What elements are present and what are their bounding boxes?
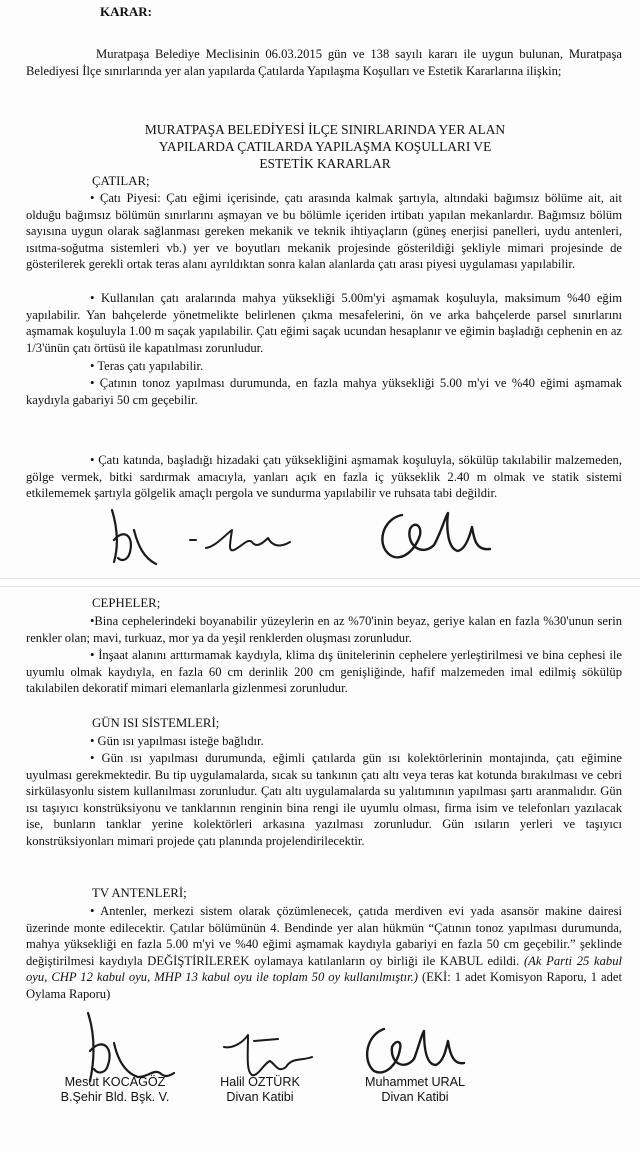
section-heading-cepheler: CEPHELER; [92,596,161,610]
tv-paragraph-text: • Antenler, merkezi sistem olarak çözümlenecek, çatıda merdiven evi yada asansör makine dairesi üzerinde monte edilecektir. Çatılar bölümünün 4. Bendinde yer alan hükmün “Çatının tonoz yapılması durumunda, mahya yüksekliği en fazla 5.00 m'yi ve %40 eğimi aşmamak kaydıyla gabariyi en fazla 50 cm geçebilir.” şeklinde değiştirilmesi kaydıyla DEĞİŞTİRİLEREK oylamaya katılanların oy birliği ile KABUL edildi. [26,904,622,968]
signer-name: Muhammet URAL [364,1075,466,1089]
catilar-paragraph-3: • Teras çatı yapılabilir. [90,359,204,373]
signature-mark [356,1021,466,1081]
signer-role: Divan Katibi [381,1090,449,1104]
signer-name: Halil ÖZTÜRK [220,1075,300,1089]
section-heading-catilar: ÇATILAR; [92,174,150,188]
document-title [40,122,610,172]
signer-role: B.Şehir Bld. Bşk. V. [60,1090,170,1104]
section-heading-gunisi: GÜN ISI SİSTEMLERİ; [92,716,220,730]
tv-paragraph [26,903,622,1003]
catilar-paragraph-1: • Çatı Piyesi: Çatı eğimi içerisinde, çatı arasında kalmak şartıyla, altındaki bağımsız bölüme ait, ait olduğu bağımsız bölümün sınırlarını aşmayan ve bu bölümle içeriden irtibatı yapılan mekanlardır. Bağımsız bölüm sayısına uygun olarak sağlanması gereken mekanik ve teknik ihtiyaçların (güneş enerjisi panelleri, uydu antenleri, ısıtma-soğutma sistemleri vb.) yer ve boyutları mekanik projesinde gösterildiği şekliyle mimari projesinde de gösterilerek gerekli ortak teras alanı ayrıldıktan sonra kalan alanlarda çatı arası piyesi uygulaması yapılabilir. [26,191,622,272]
section-heading-tv: TV ANTENLERİ; [92,886,187,900]
catilar-paragraph-2: • Kullanılan çatı aralarında mahya yüksekliği 5.00m'yi aşmamak koşuluyla, maksimum %40 eğim yapılabilir. Yan bahçelerde yönetmelikte belirlenen çıkma mesafelerini, ön ve arka bahçelerde parsel sınırlarını aşmamak koşuluyla 1.00 m saçak yapılabilir. Çatı eğimi saçak ucundan hesaplanır ve eğimin başladığı cephenin en az 1/3'ünün çatı örtüsü ile kapatılması zorunludur. [26,291,622,355]
decision-heading: KARAR: [100,4,152,19]
intro-paragraph: Muratpaşa Belediye Meclisinin 06.03.2015 gün ve 138 sayılı kararı ile uygun bulunan, Muratpaşa Belediyesi İlçe sınırlarında yer alan yapılarda Çatılarda Yapılaşma Koşulları ve Estetik Kararlarına ilişkin; [26,47,622,78]
gunisi-paragraph-2: • Gün ısı yapılması durumunda, eğimli çatılarda gün ısı kolektörlerinin montajında, çatı eğimine uyulması gerekmektedir. Bu tip uygulamalarda, sıcak su tankının çatı altı veya teras kat kotunda bırakılması ve cebri sirkülasyonlu sistem kullanılması zorunludur. Çatı altı uygulamalarda su yalıtımının yapılması şartı aranmalıdır. Gün ısı taşıyıcı konstrüksiyonu ve tanklarının renginin bina rengi ile uyumlu olması, firma isim ve telefonları yazılacak ise, bunların tanklar yerine kolektörleri arkasına yazılması zorunludur. Gün ısıların yerleri ve taşıyıcı konstrüksiyonları mimari projede çatı planında projelendirilecektir. [26,751,622,848]
vote-summary: (Ak Parti 25 kabul oyu, CHP 12 kabul oyu, MHP 13 kabul oyu ile toplam 50 oy kullanılmıştır.) [26,953,622,985]
signer-block [190,1075,330,1105]
cepheler-paragraph-2: • İnşaat alanını arttırmamak kaydıyla, klima dış ünitelerinin cephelere yerleştirilmesi ve bina cephesi ile uyumlu olmak kaydıyla, en fazla 60 cm derinlik 200 cm genişliğinde, hafif malzemeden imal edilmiş sökülüp takılabilen dekoratif mimari elemanlarla gizlenmesi zorunludur. [26,648,622,696]
catilar-paragraph-4: • Çatının tonoz yapılması durumunda, en fazla mahya yüksekliği 5.00 m'yi ve %40 eğimi aşmamak kaydıyla gabariyi 50 cm geçebilir. [26,376,622,407]
title-line: MURATPAŞA BELEDİYESİ İLÇE SINIRLARINDA YER ALAN [144,122,506,137]
catilar-paragraph-5: • Çatı katında, başladığı hizadaki çatı yüksekliğini aşmamak koşuluyla, sökülüp takılabilir malzemeden, gölge vermek, bitki sardırmak amacıyla, yanları açık en fazla iç yükseklik 2.40 m olmak ve statik sistemi etkilememek şartıyla gölgelik amaçlı pergola ve sundurma yapılabilir ve ruhsata tabi değildir. [26,453,622,501]
gunisi-paragraph-1: • Gün ısı yapılması isteğe bağlıdır. [90,734,264,748]
signature-mark [372,505,502,565]
attachments-note: (EKİ: 1 adet Komisyon Raporu, 1 adet Oylama Raporu) [26,970,622,1001]
signature-mark [104,500,164,570]
signer-block [40,1075,190,1105]
title-line: YAPILARDA ÇATILARDA YAPILAŞMA KOŞULLARI VE [158,138,492,154]
signer-role: Divan Katibi [226,1090,294,1104]
cepheler-paragraph-1: •Bina cephelerindeki boyanabilir yüzeylerin en az %70'inin beyaz, geriye kalan en fazla %30'unun serin renkler olan; mavi, turkuaz, mor ya da yeşil renklerden oluşması zorunludur. [26,614,622,645]
title-line: ESTETİK KARARLAR [259,155,391,171]
signature-mark [186,518,296,562]
signer-block [340,1075,490,1105]
page-two [0,586,640,1152]
signer-name: Mesut KOCAGÖZ [64,1075,166,1089]
